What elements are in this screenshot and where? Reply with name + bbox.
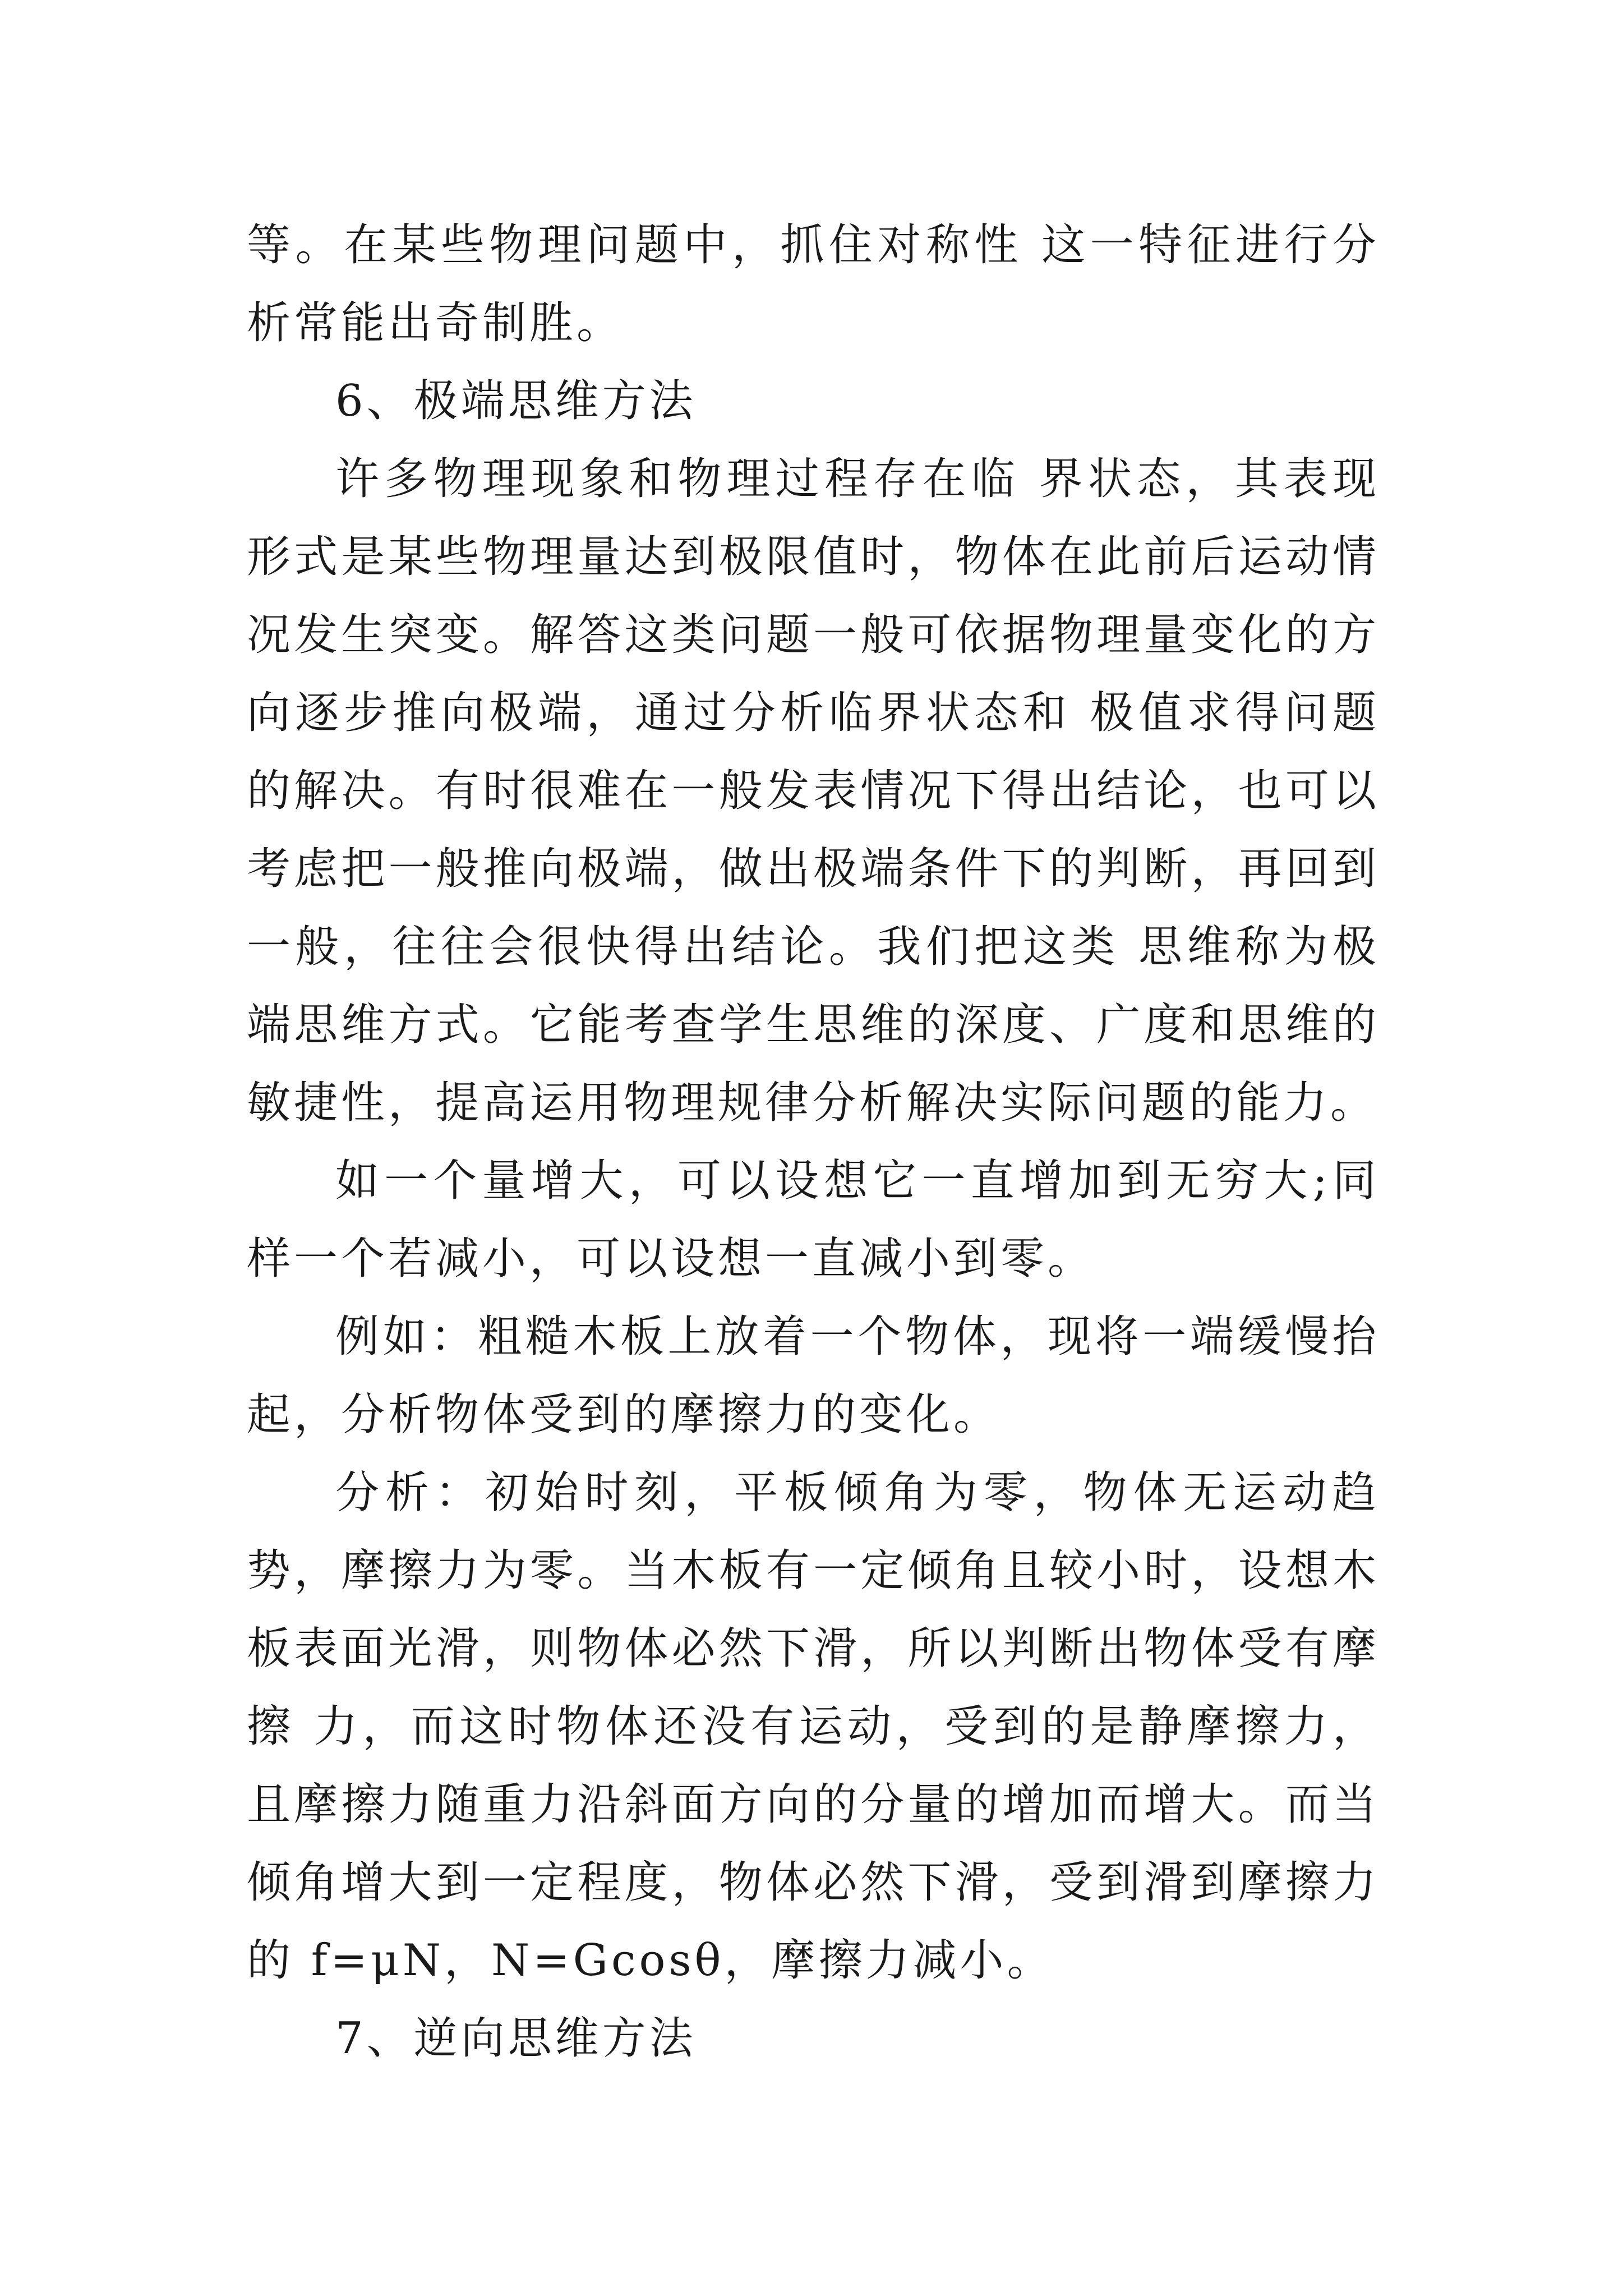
- paragraph-extreme-example-quantity: 如一个量增大，可以设想它一直增加到无穷大;同样一个若减小，可以设想一直减小到零。: [247, 1156, 1380, 1284]
- section-heading-reverse-thinking: 7、逆向思维方法: [335, 2013, 697, 2064]
- paragraph-analysis-friction: 分析：初始时刻，平板倾角为零，物体无运动趋势，摩擦力为零。当木板有一定倾角且较小时，设想木板表面光滑，则物体必然下滑，所以判断出物体受有摩擦 力，而这时物体还没有运动，受到的是静摩擦力，且摩擦力随重力沿斜面方向的分量的增加而增大。而当倾角增大到一定程度，物体必然下滑，受到滑到摩擦力的 f=μN，N=Gcosθ，摩擦力减小。: [247, 1467, 1380, 1986]
- document-body: [247, 206, 1380, 2078]
- section-heading-extreme-thinking: 6、极端思维方法: [335, 376, 697, 426]
- paragraph-example-rough-board: 例如：粗糙木板上放着一个物体，现将一端缓慢抬起，分析物体受到的摩擦力的变化。: [247, 1312, 1380, 1440]
- paragraph-extreme-thinking-intro: 许多物理现象和物理过程存在临 界状态，其表现形式是某些物理量达到极限值时，物体在此前后运动情况发生突变。解答这类问题一般可依据物理量变化的方向逐步推向极端，通过分析临界状态和 极值求得问题的解决。有时很难在一般发表情况下得出结论，也可以考虑把一般推向极端，做出极端条件下的判断，再回到一般，往往会很快得出结论。我们把这类 思维称为极端思维方式。它能考查学生思维的深度、广度和思维的敏捷性，提高运用物理规律分析解决实际问题的能力。: [247, 454, 1380, 1128]
- paragraph-symmetry-conclusion: 等。在某些物理问题中，抓住对称性 这一特征进行分析常能出奇制胜。: [247, 220, 1380, 348]
